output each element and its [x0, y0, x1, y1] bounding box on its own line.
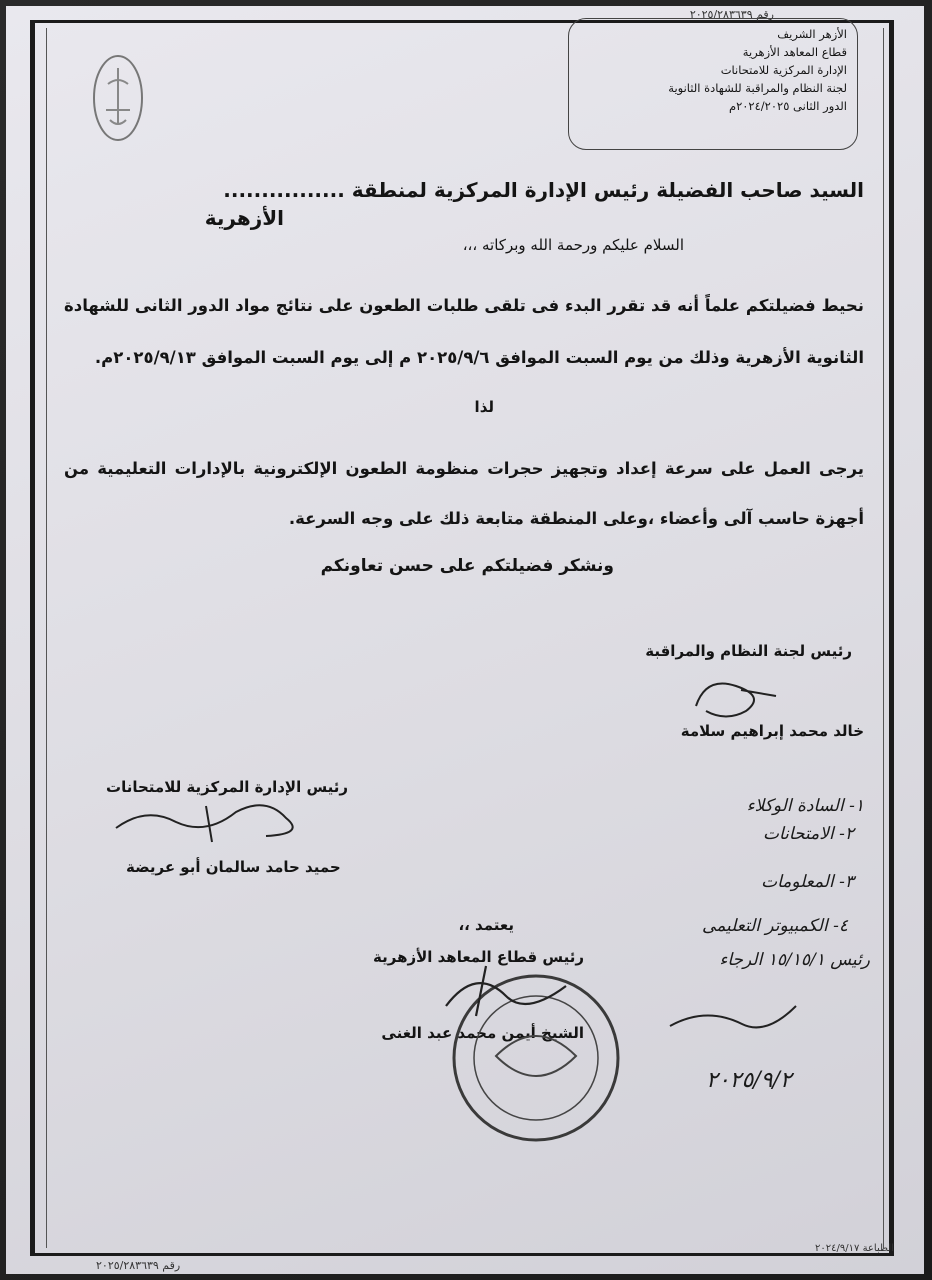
greeting: السلام عليكم ورحمة الله وبركاته ،،، [462, 236, 684, 254]
handwritten-note: ٤- الكمبيوتر التعليمى [702, 916, 848, 936]
stamp-line: قطاع المعاهد الأزهرية [742, 45, 847, 59]
addressee-region: الأزهرية [204, 206, 284, 230]
signature1-scribble [696, 684, 776, 717]
signature3-scribble [446, 966, 566, 1016]
closing-thanks: ونشكر فضيلتكم على حسن تعاونكم [320, 556, 614, 576]
handwritten-note: رئيس ١٥/١٥/١ الرجاء [719, 950, 870, 970]
handwritten-note: ٢- الامتحانات [762, 824, 854, 844]
stamp-line: الأزهر الشريف [777, 27, 847, 41]
signature2-scribble [116, 805, 293, 842]
approval-label: يعتمد ،، [458, 916, 514, 934]
stamp-line: الدور الثانى ٢٠٢٤/٢٠٢٥م [728, 99, 847, 113]
therefore-label: لذا [474, 398, 494, 416]
reference-number-top: رقم ٢٠٢٥/٢٨٣٦٣٩ [689, 8, 774, 21]
signature1-name: خالد محمد إبراهيم سلامة [680, 722, 864, 740]
signatures-and-seal [6, 6, 924, 1274]
addressee-line: السيد صاحب الفضيلة رئيس الإدارة المركزية لمنطقة ................ [223, 178, 864, 202]
body-paragraph-2: يرجى العمل على سرعة إعداد وتجهيز حجرات منظومة الطعون الإلكترونية بالإدارات التعليمية من أجهزة حاسب آلى وأعضاء ،وعلى المنطقة متابعة ذلك على وجه السرعة. [64, 459, 864, 528]
signature3-name: الشيخ أيمن محمد عبد الغنى [381, 1024, 584, 1042]
print-date: الطباعة ٢٠٢٤/٩/١٧ [815, 1243, 894, 1254]
signature2-name: حميد حامد سالمان أبو عريضة [126, 858, 341, 876]
stamp-line: الإدارة المركزية للامتحانات [720, 63, 847, 77]
document-page [6, 6, 924, 1274]
signature2-title: رئيس الإدارة المركزية للامتحانات [106, 778, 349, 796]
body-paragraph-1: نحيط فضيلتكم علماً أنه قد تقرر البدء فى تلقى طلبات الطعون على نتائج مواد الدور الثانى للشهادة الثانوية الأزهرية وذلك من يوم السبت الموافق ٢٠٢٥/٩/٦ م إلى يوم السبت الموافق ٢٠٢٥/٩/١٣م. [64, 296, 864, 367]
handwritten-note: ١- السادة الوكلاء [746, 796, 864, 816]
handwritten-date: ٢٠٢٥/٩/٢ [706, 1068, 792, 1093]
handwritten-mark [670, 1006, 796, 1027]
reference-number-bottom: رقم ٢٠٢٥/٢٨٣٦٣٩ [96, 1259, 181, 1272]
signature1-title: رئيس لجنة النظام والمراقبة [645, 642, 852, 660]
signature3-title: رئيس قطاع المعاهد الأزهرية [373, 948, 584, 966]
handwritten-note: ٣- المعلومات [761, 872, 854, 892]
stamp-line: لجنة النظام والمراقبة للشهادة الثانوية [668, 81, 847, 95]
